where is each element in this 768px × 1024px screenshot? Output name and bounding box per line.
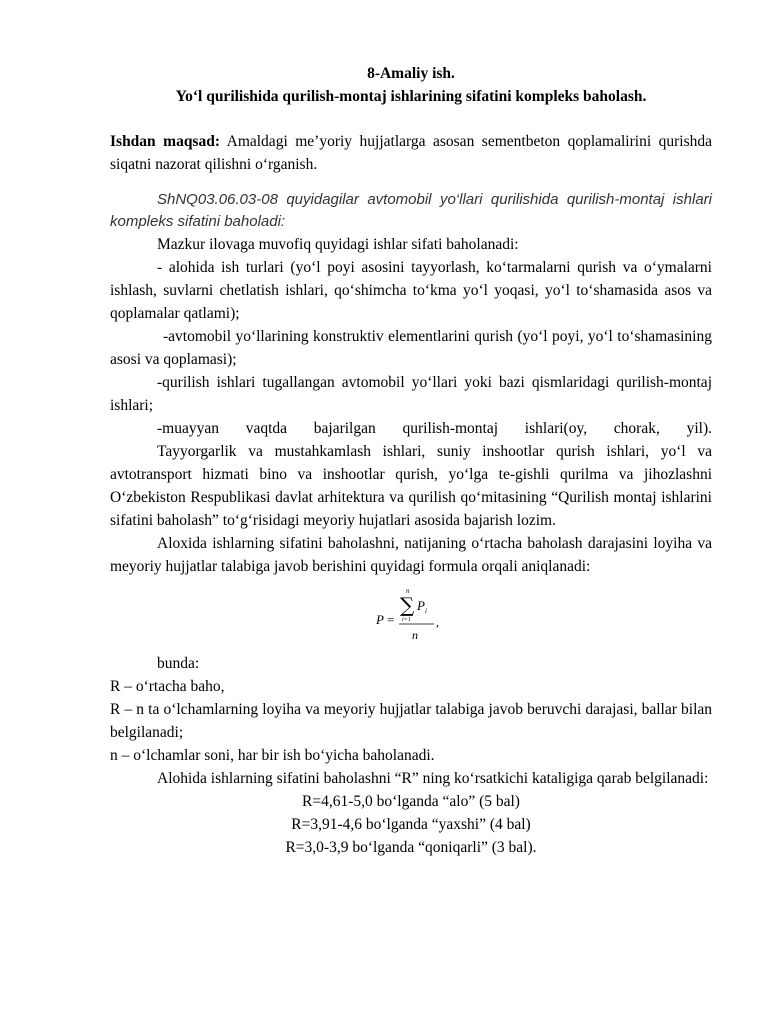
list-item-4: -muayyan vaqtda bajarilgan qurilish-montaj ishlari(oy, chorak, yil). bbox=[157, 420, 712, 437]
definition-2: R – n ta o‘lchamlarning loyiha va meyoriy hujjatlar talabiga javob beruvchi darajasi, ballar bilan belgilanadi; bbox=[110, 701, 712, 741]
formula-equals: = bbox=[387, 612, 395, 627]
list-item-1: - alohida ish turlari (yo‘l poyi asosini tayyorlash, ko‘tarmalarni qurish va o‘ymalarni ishlash, suvlarni chetlatish ishlari, qo‘shimcha to‘kma yo‘l yoqasi, yo‘l to‘shamasida asos va qoplamalar qatlami); bbox=[110, 259, 712, 322]
italic-intro: ShNQ03.06.03-08 quyidagilar avtomobil yo‘llari qurilishida qurilish-montaj ishlari kompleks sifatini baholadi: bbox=[110, 191, 712, 230]
goal-label: Ishdan maqsad: bbox=[110, 133, 220, 150]
formula-denominator: n bbox=[412, 628, 418, 642]
formula-comma: , bbox=[436, 615, 439, 629]
document-page bbox=[110, 62, 712, 859]
average-formula-svg bbox=[372, 584, 452, 648]
formula-sum-upper: n bbox=[406, 587, 410, 595]
formula-term-sub: i bbox=[425, 607, 427, 615]
grade-line-3: R=3,0-3,9 bo‘lganda “qoniqarli” (3 bal). bbox=[285, 839, 537, 856]
formula-sigma: ∑ bbox=[400, 593, 415, 617]
formula bbox=[110, 584, 712, 648]
definition-3: n – o‘lchamlar soni, har bir ish bo‘yicha baholanadi. bbox=[110, 747, 435, 764]
list-item-3: -qurilish ishlari tugallangan avtomobil yo‘llari yoki bazi qismlaridagi qurilish-montaj ishlari; bbox=[110, 374, 712, 414]
paragraph-tayyorgarlik: Tayyorgarlik va mustahkamlash ishlari, suniy inshootlar qurish ishlari, yo‘l va avtotransport hizmati bino va inshootlar qurish, yo‘lga te-gishli qurilma va jihozlashni O‘zbekiston Respublikasi davlat arhitektura va qurilish qo‘mitasining “Qurilish montaj ishlarini sifatini baholash” to‘g‘risidagi meyoriy hujatlari asosida bajarish lozim. bbox=[110, 443, 712, 529]
paragraph-mazkur: Mazkur ilovaga muvofiq quyidagi ishlar sifati baholanadi: bbox=[157, 236, 519, 253]
definition-1: R – o‘rtacha baho, bbox=[110, 678, 225, 695]
grade-line-1: R=4,61-5,0 bo‘lganda “alo” (5 bal) bbox=[302, 793, 520, 810]
list-item-2: -avtomobil yo‘llarining konstruktiv elementlarini qurish (yo‘l poyi, yo‘l to‘shamasining asosi va qoplamasi); bbox=[110, 328, 712, 368]
formula-term: P bbox=[417, 598, 425, 613]
goal-paragraph bbox=[110, 130, 712, 176]
paragraph-aloxida: Aloxida ishlarning sifatini baholashni, natijaning o‘rtacha baholash darajasini loyiha va meyoriy hujjatlar talabiga javob berishini quyidagi formula orqali aniqlanadi: bbox=[110, 535, 712, 575]
paragraph-alohida2: Alohida ishlarning sifatini baholashni “R” ning ko‘rsatkichi kataligiga qarab belgilanadi: bbox=[157, 770, 709, 787]
doc-title-number: 8-Amaliy ish. bbox=[367, 65, 455, 82]
doc-title: Yo‘l qurilishida qurilish-montaj ishlarining sifatini kompleks baholash. bbox=[175, 88, 647, 105]
bunda-label: bunda: bbox=[157, 655, 200, 672]
formula-lhs: P bbox=[376, 612, 384, 627]
grade-line-2: R=3,91-4,6 bo‘lganda “yaxshi” (4 bal) bbox=[291, 816, 531, 833]
goal-text: Amaldagi me’yoriy hujjatlarga asosan sementbeton qoplamalirini qurishda siqatni nazorat qilishni o‘rganish. bbox=[110, 133, 712, 173]
formula-sum-lower: i=1 bbox=[402, 617, 411, 623]
